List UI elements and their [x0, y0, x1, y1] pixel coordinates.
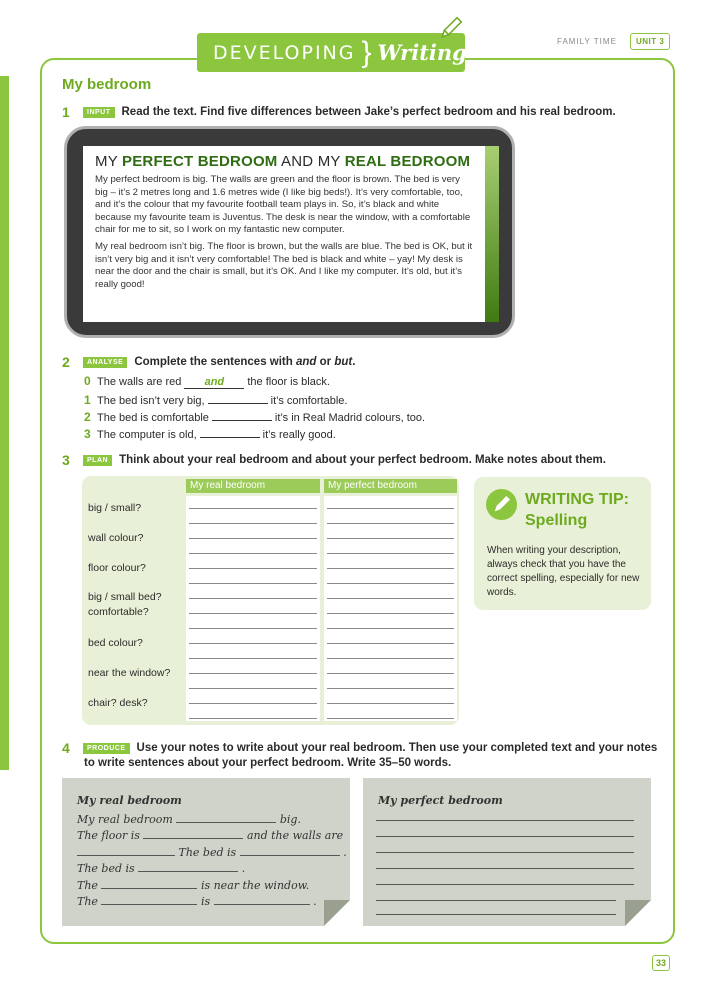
note-line[interactable]: [189, 658, 317, 659]
note-line[interactable]: [189, 523, 317, 524]
tablet-device: [64, 126, 515, 338]
note-line[interactable]: [327, 718, 454, 719]
exercise-number: 1: [62, 104, 70, 120]
banner-developing: DEVELOPING: [213, 41, 356, 64]
produce-tag: PRODUCE: [83, 743, 130, 754]
note-line[interactable]: [189, 673, 317, 674]
writing-line[interactable]: [376, 836, 634, 837]
answer-blank[interactable]: [208, 391, 268, 404]
answer-blank[interactable]: [200, 425, 260, 438]
text-paragraph-2: My real bedroom isn’t big. The floor is brown, but the walls are blue. The bed is OK, but it isn’t very big and it isn’t very comfortable! The bed is black and white – yay! My desk is near the door and the chair is small, but it’s OK. And I like my computer. It’s old, but it’s really good!: [95, 240, 473, 290]
pencil-icon: [437, 16, 463, 42]
page-fold: [625, 900, 651, 926]
row-label: wall colour?: [88, 532, 144, 544]
exercise-number: 2: [62, 354, 70, 370]
note-line[interactable]: [327, 568, 454, 569]
writing-line[interactable]: [376, 852, 634, 853]
family-time-label: FAMILY TIME: [557, 37, 617, 46]
section-banner: [197, 33, 465, 72]
note-line[interactable]: [189, 703, 317, 704]
row-label: big / small bed?: [88, 591, 162, 603]
note-line[interactable]: [327, 628, 454, 629]
exercise-2-instruction: [62, 354, 355, 370]
tablet-screen: [83, 146, 499, 322]
real-bedroom-title: My real bedroom: [77, 794, 182, 807]
writing-line-1: My real bedroom big.: [77, 813, 301, 826]
note-line[interactable]: [327, 523, 454, 524]
note-line[interactable]: [189, 688, 317, 689]
exercise-number: 3: [62, 452, 70, 468]
note-line[interactable]: [327, 658, 454, 659]
note-line[interactable]: [189, 628, 317, 629]
instruction-text: Think about your real bedroom and about your perfect bedroom. Make notes about them.: [119, 454, 606, 466]
note-line[interactable]: [327, 583, 454, 584]
writing-line[interactable]: [376, 820, 634, 821]
note-line[interactable]: [189, 538, 317, 539]
note-line[interactable]: [189, 583, 317, 584]
tip-body: When writing your description, always check that you have the correct spelling, especially for new words.: [487, 545, 640, 598]
tip-subtitle: Spelling: [525, 512, 588, 529]
instruction-text: Read the text. Find five differences between Jake’s perfect bedroom and his real bedroom.: [121, 106, 616, 118]
row-label: floor colour?: [88, 562, 146, 574]
writing-line[interactable]: [376, 914, 616, 915]
real-bedroom-paper[interactable]: [62, 778, 350, 926]
real-notes-column[interactable]: [186, 496, 320, 721]
banner-brace: }: [361, 35, 372, 69]
notes-table: [82, 476, 459, 725]
pencil-circle-icon: [486, 489, 517, 520]
writing-line-3: The bed is .: [77, 845, 347, 859]
plan-tag: PLAN: [83, 455, 112, 466]
column-header-real: My real bedroom: [186, 479, 320, 493]
row-label: near the window?: [88, 667, 171, 679]
note-line[interactable]: [327, 688, 454, 689]
writing-line-2: The floor is and the walls are: [77, 829, 344, 842]
input-tag: INPUT: [83, 107, 115, 118]
note-line[interactable]: [327, 613, 454, 614]
perfect-bedroom-paper[interactable]: [363, 778, 651, 926]
row-label: big / small?: [88, 502, 142, 514]
writing-line-4: The bed is .: [77, 862, 246, 875]
note-line[interactable]: [189, 508, 317, 509]
note-line[interactable]: [327, 673, 454, 674]
exercise-3-instruction: [62, 452, 606, 468]
sentence-0: 0 The walls are red and the floor is black.: [84, 374, 330, 388]
text-title: MY PERFECT BEDROOM AND MY REAL BEDROOM: [95, 153, 471, 170]
note-line[interactable]: [327, 703, 454, 704]
exercise-4-instruction-cont: to write sentences about your perfect bedroom. Write 35–50 words.: [84, 757, 452, 769]
note-line[interactable]: [327, 553, 454, 554]
page-number: 33: [652, 955, 670, 971]
note-line[interactable]: [189, 643, 317, 644]
answer-blank: and: [184, 376, 244, 389]
answer-blank[interactable]: [212, 408, 272, 421]
screen-side-strip: [485, 146, 499, 322]
note-line[interactable]: [189, 718, 317, 719]
note-line[interactable]: [327, 598, 454, 599]
row-label: comfortable?: [88, 606, 149, 618]
sentence-1: 1 The bed isn’t very big, it’s comfortable.: [84, 393, 348, 407]
writing-line-5: The is near the window.: [77, 879, 310, 892]
section-title: My bedroom: [62, 76, 152, 93]
writing-line[interactable]: [376, 868, 634, 869]
instruction-text: Complete the sentences with and or but.: [134, 356, 356, 368]
note-line[interactable]: [327, 508, 454, 509]
tip-title: WRITING TIP:: [525, 491, 629, 508]
writing-line-6: The is .: [77, 895, 317, 908]
exercise-number: 4: [62, 740, 70, 756]
left-accent-bar: [0, 76, 9, 770]
note-line[interactable]: [327, 643, 454, 644]
row-label: chair? desk?: [88, 697, 148, 709]
banner-writing: Writing: [377, 40, 467, 65]
writing-line[interactable]: [376, 884, 634, 885]
note-line[interactable]: [189, 553, 317, 554]
note-line[interactable]: [327, 538, 454, 539]
page-fold: [324, 900, 350, 926]
sentence-2: 2 The bed is comfortable it’s in Real Madrid colours, too.: [84, 410, 426, 424]
writing-tip-box: [474, 477, 651, 610]
perfect-bedroom-title: My perfect bedroom: [378, 794, 503, 807]
note-line[interactable]: [189, 568, 317, 569]
text-paragraph-1: My perfect bedroom is big. The walls are green and the floor is brown. The bed is very big – it’s 2 metres long and 1.6 metres wide (I like big beds!). It’s very comfortable, too, and it’s the colour that my favourite football team plays in. So, it’s black and white because my favourite team is Juventus. The desk is near the window, with a comfortable chair for me to sit, so I work on my fantastic new computer.: [95, 174, 471, 236]
instruction-text: Use your notes to write about your real bedroom. Then use your completed text and your notes: [136, 742, 658, 754]
row-label: bed colour?: [88, 637, 143, 649]
writing-line[interactable]: [376, 900, 616, 901]
perfect-notes-column[interactable]: [324, 496, 457, 721]
note-line[interactable]: [189, 613, 317, 614]
column-header-perfect: My perfect bedroom: [324, 479, 457, 493]
analyse-tag: ANALYSE: [83, 357, 127, 368]
exercise-1-instruction: [62, 104, 616, 120]
note-line[interactable]: [189, 598, 317, 599]
unit-badge: UNIT 3: [630, 33, 670, 50]
sentence-3: 3 The computer is old, it’s really good.: [84, 427, 336, 441]
exercise-4-instruction: [62, 740, 657, 756]
